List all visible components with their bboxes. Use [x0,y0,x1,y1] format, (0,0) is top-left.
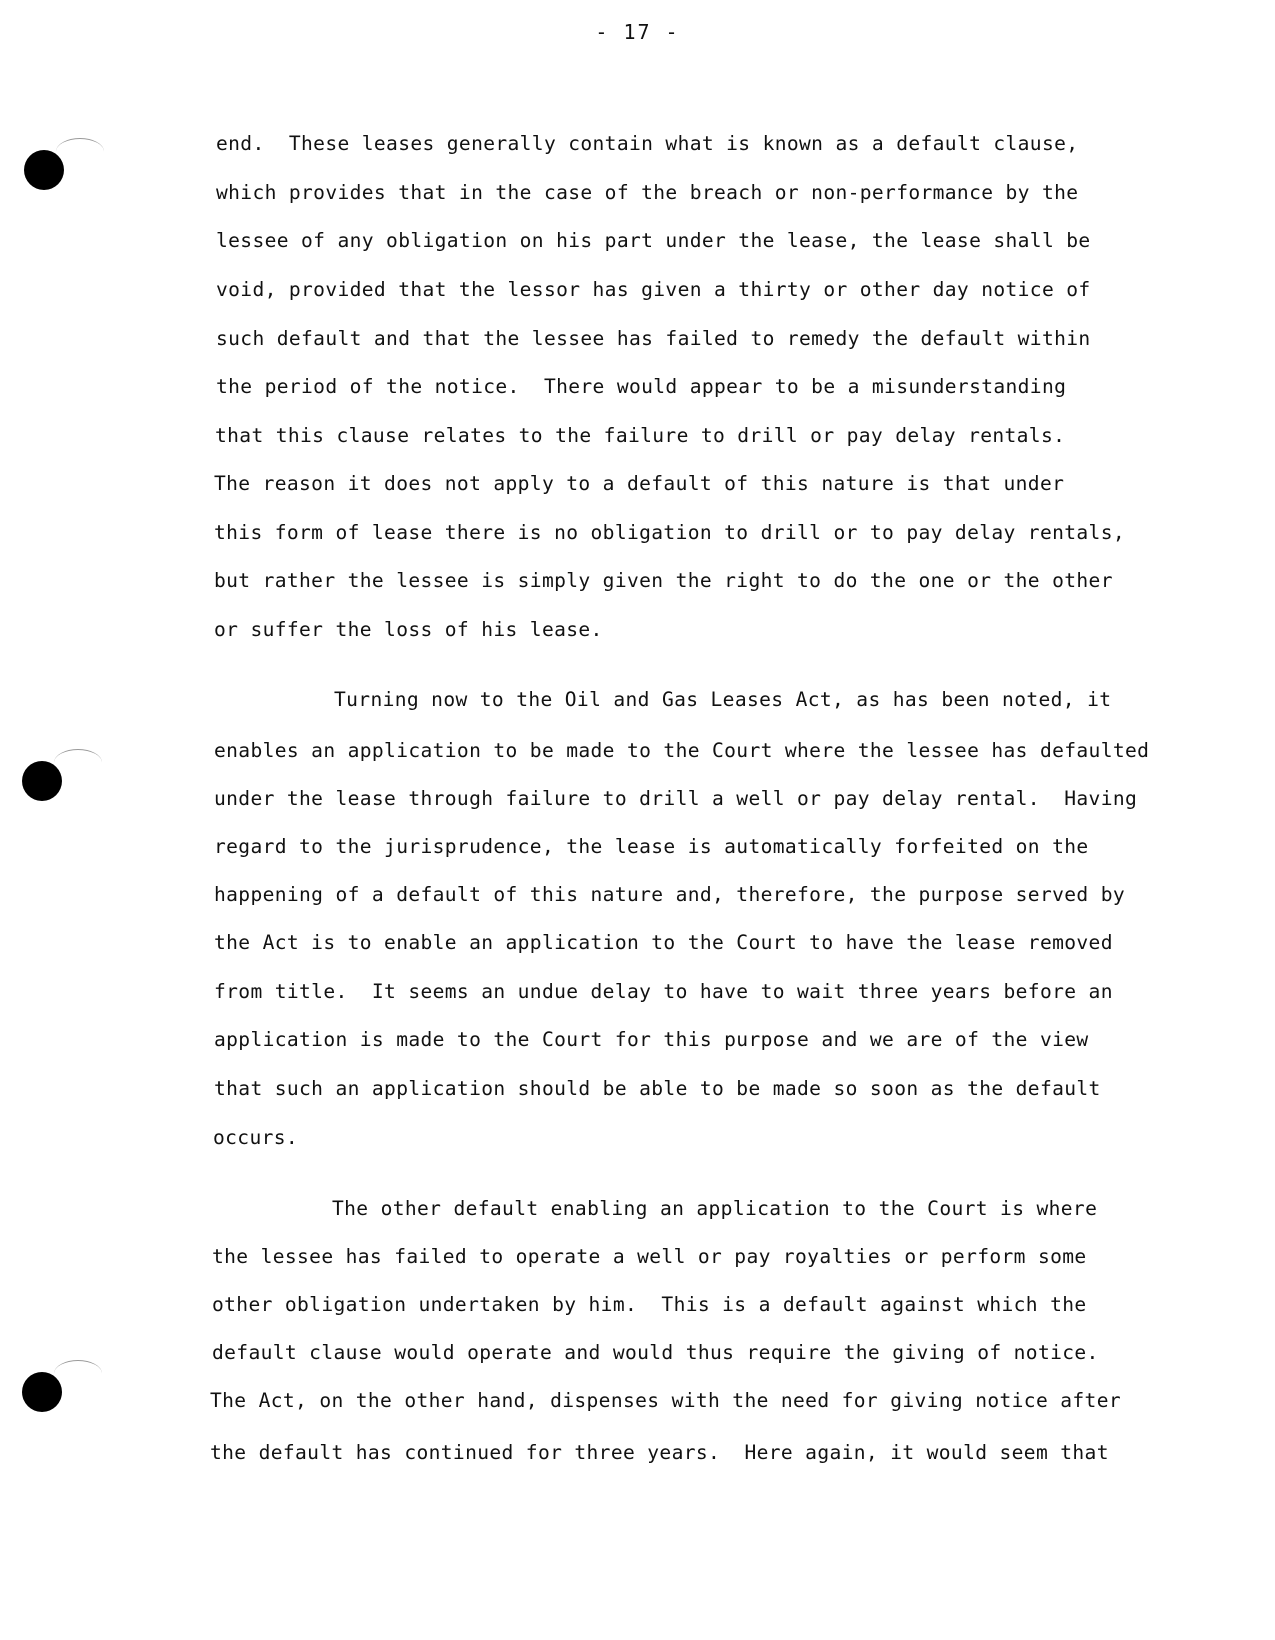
text-line: the lessee has failed to operate a well or pay royalties or perform some [212,1245,1087,1268]
text-line: or suffer the loss of his lease. [214,618,603,641]
text-line: from title. It seems an undue delay to have to wait three years before an [214,980,1113,1003]
page-number: - 17 - [595,20,680,44]
text-line: that this clause relates to the failure to drill or pay delay rentals. [215,424,1066,447]
text-line: The other default enabling an application to the Court is where [332,1197,1098,1220]
text-line: occurs. [213,1126,299,1149]
text-line: end. These leases generally contain what is known as a default clause, [216,132,1079,155]
text-line: the default has continued for three years. Here again, it would seem that [210,1441,1109,1464]
text-line: the period of the notice. There would appear to be a misunderstanding [216,375,1067,398]
text-line: application is made to the Court for this purpose and we are of the view [214,1028,1089,1051]
text-line: lessee of any obligation on his part under the lease, the lease shall be [216,229,1091,252]
text-line: under the lease through failure to drill a well or pay delay rental. Having [214,787,1138,810]
text-line: this form of lease there is no obligation to drill or to pay delay rentals, [214,521,1125,544]
text-line: default clause would operate and would thus require the giving of notice. [212,1341,1099,1364]
text-line: The Act, on the other hand, dispenses with the need for giving notice after [210,1389,1121,1412]
text-line: the Act is to enable an application to the Court to have the lease removed [214,931,1113,954]
text-line: other obligation undertaken by him. This is a default against which the [212,1293,1087,1316]
text-line: void, provided that the lessor has given a thirty or other day notice of [216,278,1091,301]
text-line: Turning now to the Oil and Gas Leases Act, as has been noted, it [334,688,1112,711]
text-line: regard to the jurisprudence, the lease is automatically forfeited on the [214,835,1089,858]
text-line: such default and that the lessee has failed to remedy the default within [216,327,1091,350]
text-line: The reason it does not apply to a default of this nature is that under [214,472,1065,495]
text-line: which provides that in the case of the breach or non-performance by the [216,181,1079,204]
punch-hole-icon [22,761,62,801]
text-line: but rather the lessee is simply given the right to do the one or the other [214,569,1113,592]
text-line: happening of a default of this nature and, therefore, the purpose served by [214,883,1125,906]
punch-hole-icon [22,1372,62,1412]
punch-hole-icon [24,150,64,190]
text-line: enables an application to be made to the Court where the lessee has defaulted [214,739,1150,762]
text-line: that such an application should be able to be made so soon as the default [214,1077,1101,1100]
